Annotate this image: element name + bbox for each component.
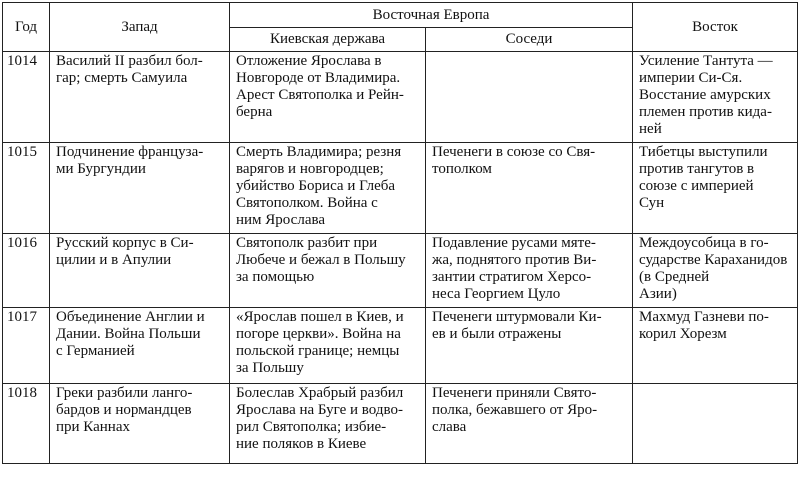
cell-neighbors: Печенеги штурмовали Ки- ев и были отражены	[426, 308, 633, 384]
chronology-table	[2, 2, 798, 464]
cell-west: Василий II разбил бол- гар; смерть Самуила	[50, 52, 230, 143]
cell-east	[633, 384, 798, 464]
cell-neighbors: Подавление русами мяте- жа, поднятого против Ви- зантии стратигом Херсо- неса Георгием Цуло	[426, 234, 633, 308]
header-west: Запад	[50, 3, 230, 52]
cell-neighbors: Печенеги приняли Свято- полка, бежавшего от Яро- слава	[426, 384, 633, 464]
header-east: Восток	[633, 3, 798, 52]
cell-year: 1014	[3, 52, 50, 143]
cell-west: Подчинение француза- ми Бургундии	[50, 143, 230, 234]
cell-neighbors	[426, 52, 633, 143]
cell-year: 1018	[3, 384, 50, 464]
table-body	[3, 52, 798, 464]
table-row	[3, 52, 798, 143]
table-row	[3, 308, 798, 384]
cell-west: Русский корпус в Си- цилии и в Апулии	[50, 234, 230, 308]
cell-kiev: Святополк разбит при Любече и бежал в Польшу за помощью	[230, 234, 426, 308]
table-row	[3, 384, 798, 464]
cell-neighbors: Печенеги в союзе со Свя- тополком	[426, 143, 633, 234]
cell-west: Греки разбили ланго- бардов и нормандцев при Каннах	[50, 384, 230, 464]
cell-east: Махмуд Газневи по- корил Хорезм	[633, 308, 798, 384]
header-kievan-state: Киевская держава	[230, 28, 426, 52]
table-header	[3, 3, 798, 52]
cell-kiev: «Ярослав пошел в Киев, и погоре церкви». Война на польской границе; немцы за Польшу	[230, 308, 426, 384]
cell-year: 1017	[3, 308, 50, 384]
header-year: Год	[3, 3, 50, 52]
cell-east: Тибетцы выступили против тангутов в союзе с империей Сун	[633, 143, 798, 234]
table-row	[3, 234, 798, 308]
cell-west: Объединение Англии и Дании. Война Польши с Германией	[50, 308, 230, 384]
header-eastern-europe: Восточная Европа	[230, 3, 633, 28]
cell-year: 1016	[3, 234, 50, 308]
cell-kiev: Отложение Ярослава в Новгороде от Владимира. Арест Святополка и Рейн- берна	[230, 52, 426, 143]
cell-east: Междоусобица в го- сударстве Караханидов (в Средней Азии)	[633, 234, 798, 308]
cell-year: 1015	[3, 143, 50, 234]
table-row	[3, 143, 798, 234]
header-neighbors: Соседи	[426, 28, 633, 52]
cell-east: Усиление Тантута — империи Си-Ся. Восстание амурских племен против кида- ней	[633, 52, 798, 143]
cell-kiev: Смерть Владимира; резня варягов и новгородцев; убийство Бориса и Глеба Святополком. Война с ним Ярослава	[230, 143, 426, 234]
cell-kiev: Болеслав Храбрый разбил Ярослава на Буге и водво- рил Святополка; избие- ние поляков в Киеве	[230, 384, 426, 464]
